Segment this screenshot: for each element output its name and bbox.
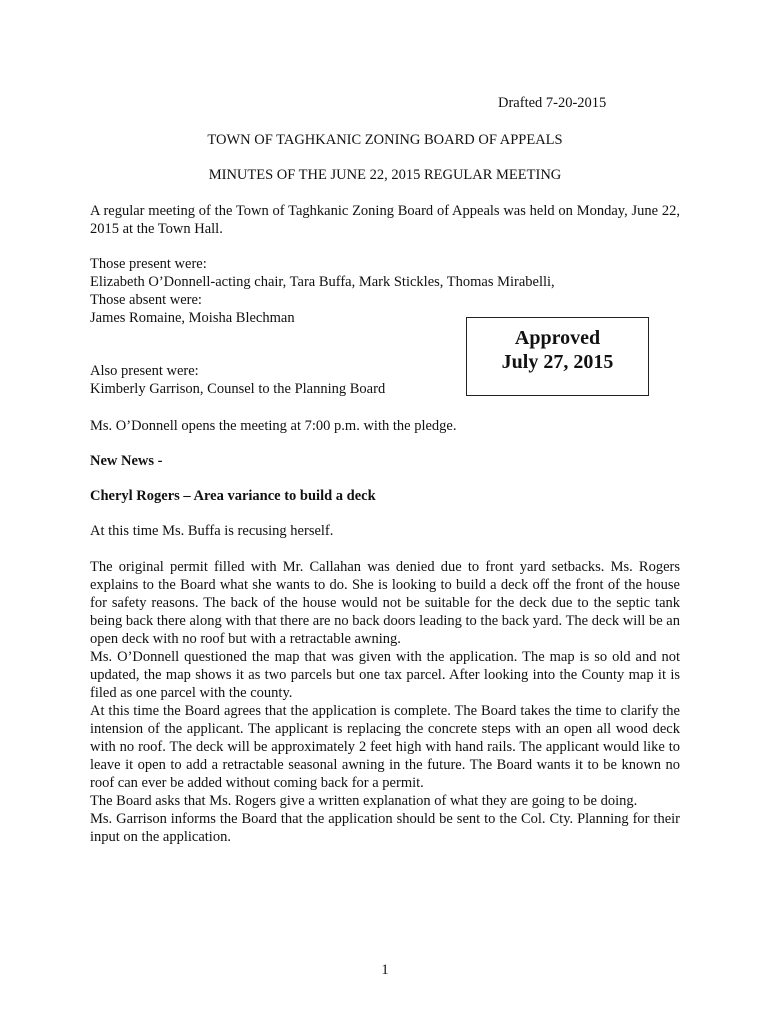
minutes-title: MINUTES OF THE JUNE 22, 2015 REGULAR MEETING (208, 167, 562, 183)
section-heading: New News - (90, 453, 163, 469)
drafted-date: Drafted 7-20-2015 (498, 95, 607, 111)
body-paragraph: Ms. O’Donnell questioned the map that was given with the application. The map is so old and not updated, the map shows it as two parcels but one tax parcel. After looking into the County map it is filed as one parcel with the county. (90, 649, 680, 701)
discussion-body (90, 558, 680, 846)
approved-stamp-line2: July 27, 2015 (501, 351, 614, 373)
item-heading: Cheryl Rogers – Area variance to build a deck (90, 488, 376, 504)
body-paragraph: The Board asks that Ms. Rogers give a written explanation of what they are going to be doing. (90, 793, 638, 809)
page-number: 1 (381, 962, 389, 978)
intro-paragraph: A regular meeting of the Town of Taghkanic Zoning Board of Appeals was held on Monday, June 22, 2015 at the Town Hall. (90, 203, 680, 237)
body-paragraph: Ms. Garrison informs the Board that the application should be sent to the Col. Cty. Planning for their input on the application. (90, 811, 680, 845)
absent-label: Those absent were: (90, 292, 202, 308)
approved-stamp (466, 317, 649, 396)
also-present-label: Also present were: (90, 363, 199, 379)
present-label: Those present were: (90, 256, 207, 272)
opening-line: Ms. O’Donnell opens the meeting at 7:00 p.m. with the pledge. (90, 418, 457, 434)
approved-stamp-line1: Approved (514, 327, 601, 349)
recusal-line: At this time Ms. Buffa is recusing herself. (90, 523, 334, 539)
body-paragraph: The original permit filled with Mr. Callahan was denied due to front yard setbacks. Ms. Rogers explains to the Board what she wants to do. She is looking to build a deck off the front of the house for safety reasons. The back of the house would not be suitable for the deck due to the septic tank being back there along with that there are no back doors leading to the back yard. The deck will be an open deck with no roof but with a retractable awning. (90, 559, 680, 647)
absent-names: James Romaine, Moisha Blechman (90, 310, 295, 326)
body-paragraph: At this time the Board agrees that the application is complete. The Board takes the time to clarify the intension of the applicant. The applicant is replacing the concrete steps with an open all wood deck with no roof. The deck will be approximately 2 feet high with hand rails. The applicant would like to leave it open to add a retractable seasonal awning in the future. The Board wants it to be known no roof can ever be added without coming back for a permit. (90, 703, 680, 791)
present-names: Elizabeth O’Donnell-acting chair, Tara Buffa, Mark Stickles, Thomas Mirabelli, (90, 274, 555, 290)
org-title: TOWN OF TAGHKANIC ZONING BOARD OF APPEALS (207, 132, 563, 148)
also-present-names: Kimberly Garrison, Counsel to the Planning Board (90, 381, 386, 397)
